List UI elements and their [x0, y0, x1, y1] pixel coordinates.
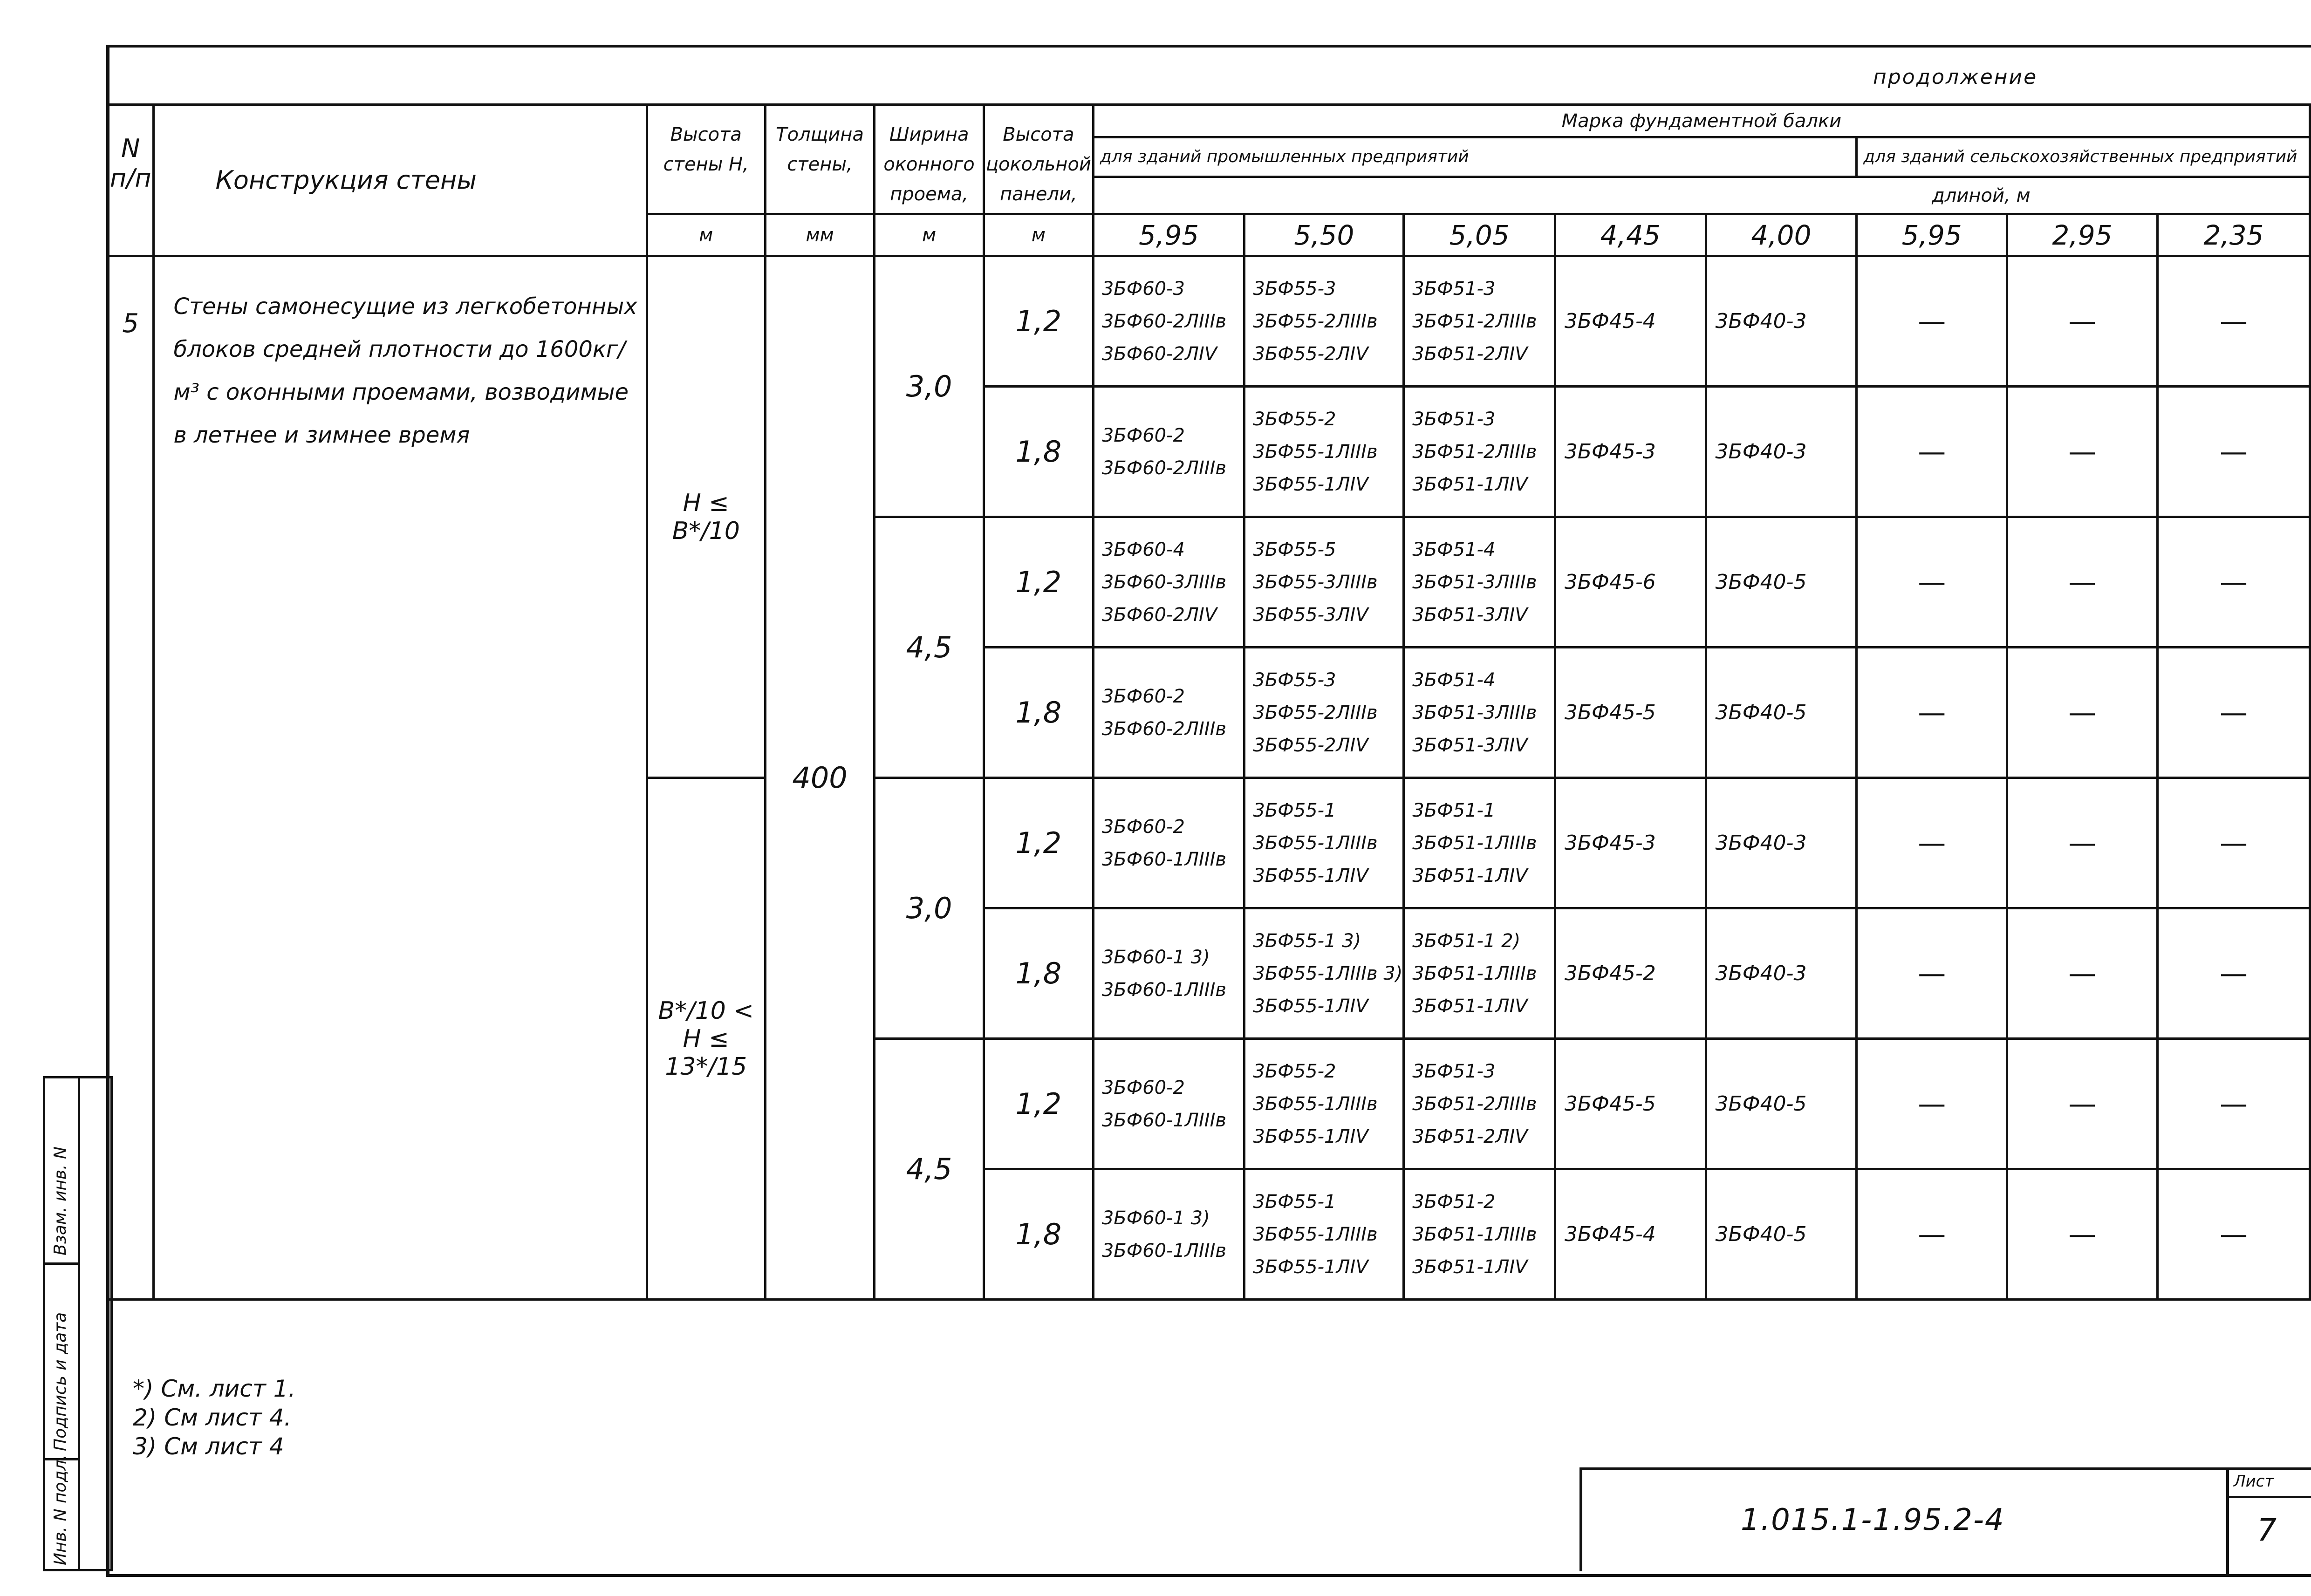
- plinth-height: 1,8: [984, 387, 1093, 517]
- side-stamp: [43, 1076, 113, 1571]
- beam-mark-cell: [1093, 256, 1244, 387]
- beam-mark: 3БФ60-3: [1101, 278, 1185, 300]
- beam-mark: 3БФ51-4: [1412, 539, 1496, 560]
- beam-mark: 3БФ60-2ЛIV: [1101, 604, 1217, 626]
- window-width: 4,5: [875, 1039, 984, 1300]
- empty-dash: —: [2007, 908, 2158, 1039]
- beam-mark: 3БФ51-4: [1412, 669, 1496, 691]
- header-construction-text: Конструкция стены: [215, 165, 477, 195]
- beam-mark: 3БФ51-3: [1412, 408, 1496, 430]
- beam-mark: 3БФ51-1ЛIV: [1412, 1256, 1528, 1278]
- empty-dash: —: [1857, 908, 2007, 1039]
- header-height: Высота стены H,: [647, 105, 765, 214]
- header-length: длиной, м: [1093, 177, 2310, 214]
- empty-dash: —: [2007, 256, 2158, 387]
- header-construction: [154, 105, 647, 256]
- beam-mark: 3БФ55-1: [1253, 1191, 1336, 1213]
- beam-mark: 3БФ45-2: [1555, 908, 1706, 1039]
- beam-mark: 3БФ55-1ЛIIIв: [1253, 1223, 1378, 1245]
- beam-mark: 3БФ55-1ЛIIIв: [1253, 441, 1378, 463]
- unit-height: м: [647, 214, 765, 256]
- beam-mark: 3БФ55-3: [1253, 278, 1336, 300]
- empty-dash: —: [2158, 1039, 2310, 1169]
- window-width: 4,5: [875, 517, 984, 778]
- beam-mark: 3БФ51-2ЛIIIв: [1412, 310, 1537, 332]
- beam-mark-cell: [1093, 387, 1244, 517]
- beam-mark: 3БФ60-2ЛIIIв: [1101, 457, 1226, 479]
- beam-mark: 3БФ60-3ЛIIIв: [1101, 571, 1226, 593]
- height-condition: H ≤ B*/10: [647, 256, 765, 778]
- length-header: 2,95: [2007, 214, 2158, 256]
- beam-mark: 3БФ55-3ЛIIIв: [1253, 571, 1378, 593]
- empty-dash: —: [1857, 1039, 2007, 1169]
- beam-mark: 3БФ60-2: [1101, 424, 1185, 446]
- window-width: 3,0: [875, 256, 984, 517]
- unit-window-width: м: [875, 214, 984, 256]
- empty-dash: —: [2007, 648, 2158, 778]
- plinth-height: 1,2: [984, 778, 1093, 908]
- sheet-label-divider: [2229, 1496, 2311, 1498]
- beam-mark: 3БФ40-3: [1706, 387, 1857, 517]
- wall-description: Стены самонесущие из легкобетонных блоков средней плотности до 1600кг/м³ с оконными проемами, возводимые в летнее и зимнее время: [154, 256, 647, 1300]
- beam-mark: 3БФ40-5: [1706, 517, 1857, 648]
- empty-dash: —: [2007, 1039, 2158, 1169]
- beam-mark-cell: [1244, 1039, 1404, 1169]
- continuation-label: продолжение: [1873, 65, 2038, 89]
- length-header: 2,35: [2158, 214, 2310, 256]
- empty-dash: —: [2158, 1169, 2310, 1300]
- beam-mark: 3БФ51-1ЛIIIв: [1412, 1223, 1537, 1245]
- beam-mark: 3БФ51-1ЛIV: [1412, 473, 1528, 495]
- beam-mark: 3БФ40-3: [1706, 256, 1857, 387]
- beam-mark: 3БФ55-2ЛIIIв: [1253, 310, 1378, 332]
- beam-mark: 3БФ51-1: [1412, 799, 1496, 821]
- beam-mark: 3БФ51-1ЛIV: [1412, 995, 1528, 1017]
- beam-mark: 3БФ45-4: [1555, 1169, 1706, 1300]
- sheet-number: 7: [2257, 1512, 2277, 1548]
- footnote-3: 3) См лист 4: [133, 1433, 284, 1460]
- beam-mark-cell: [1093, 517, 1244, 648]
- window-width: 3,0: [875, 778, 984, 1039]
- plinth-height: 1,8: [984, 648, 1093, 778]
- beam-mark: 3БФ55-5: [1253, 539, 1336, 560]
- beam-mark: 3БФ55-2ЛIIIв: [1253, 702, 1378, 723]
- sheet-number-box: [2226, 1470, 2311, 1574]
- empty-dash: —: [1857, 256, 2007, 387]
- beam-mark: 3БФ60-1ЛIIIв: [1101, 1240, 1226, 1262]
- side-text-replace: Взам. инв. N: [51, 1146, 70, 1255]
- beam-mark: 3БФ60-2ЛIIIв: [1101, 310, 1226, 332]
- beam-mark-cell: [1244, 648, 1404, 778]
- beam-mark: 3БФ60-1ЛIIIв: [1101, 1109, 1226, 1131]
- beam-mark: 3БФ45-5: [1555, 1039, 1706, 1169]
- beam-mark: 3БФ55-1ЛIV: [1253, 1256, 1368, 1278]
- beam-mark-cell: [1404, 256, 1555, 387]
- beam-mark: 3БФ55-2ЛIV: [1253, 343, 1368, 365]
- beam-mark: 3БФ51-1 2): [1412, 930, 1521, 952]
- beam-mark: 3БФ45-3: [1555, 387, 1706, 517]
- beam-mark: 3БФ51-3ЛIIIв: [1412, 702, 1537, 723]
- plinth-height: 1,2: [984, 256, 1093, 387]
- row-number: 5: [108, 256, 154, 1300]
- beam-mark-cell: [1404, 648, 1555, 778]
- side-cell-replace: [45, 1078, 78, 1265]
- beam-mark: 3БФ60-2: [1101, 816, 1185, 838]
- length-header: 5,95: [1093, 214, 1244, 256]
- unit-plinth-height: м: [984, 214, 1093, 256]
- beam-mark: 3БФ55-1: [1253, 799, 1336, 821]
- beam-mark: 3БФ55-1ЛIV: [1253, 995, 1368, 1017]
- beam-mark: 3БФ45-5: [1555, 648, 1706, 778]
- beam-mark: 3БФ55-3ЛIV: [1253, 604, 1368, 626]
- header-plinth-height: Высота цокольной панели,: [984, 105, 1093, 214]
- beam-mark-cell: [1244, 1169, 1404, 1300]
- side-stamp-divider: [78, 1078, 80, 1569]
- beam-mark: 3БФ51-3: [1412, 278, 1496, 300]
- length-header: 5,50: [1244, 214, 1404, 256]
- beam-mark: 3БФ55-1ЛIIIв: [1253, 832, 1378, 854]
- height-condition: B*/10 < H ≤ 13*/15: [647, 778, 765, 1300]
- beam-mark: 3БФ60-2: [1101, 685, 1185, 707]
- beam-mark-cell: [1404, 778, 1555, 908]
- beam-mark: 3БФ51-2: [1412, 1191, 1496, 1213]
- empty-dash: —: [1857, 517, 2007, 648]
- empty-dash: —: [2158, 778, 2310, 908]
- beam-mark: 3БФ51-3ЛIIIв: [1412, 571, 1537, 593]
- beam-mark-cell: [1244, 387, 1404, 517]
- beam-mark: 3БФ60-1ЛIIIв: [1101, 848, 1226, 870]
- beam-mark: 3БФ60-2ЛIV: [1101, 343, 1217, 365]
- side-text-sign: Подпись и дата: [51, 1312, 70, 1451]
- beam-mark-cell: [1404, 908, 1555, 1039]
- beam-mark: 3БФ40-5: [1706, 1039, 1857, 1169]
- beam-mark: 3БФ51-2ЛIIIв: [1412, 441, 1537, 463]
- beam-mark-cell: [1093, 908, 1244, 1039]
- plinth-height: 1,8: [984, 908, 1093, 1039]
- beam-mark: 3БФ55-2: [1253, 408, 1336, 430]
- header-thickness: Толщина стены,: [765, 105, 875, 214]
- beam-mark: 3БФ51-1ЛIIIв: [1412, 832, 1537, 854]
- beam-mark: 3БФ51-3: [1412, 1060, 1496, 1082]
- beam-mark: 3БФ55-2: [1253, 1060, 1336, 1082]
- length-header: 4,00: [1706, 214, 1857, 256]
- beam-mark: 3БФ55-1ЛIIIв 3): [1253, 962, 1403, 984]
- beam-mark: 3БФ51-1ЛIIIв: [1412, 962, 1537, 984]
- beam-mark-cell: [1404, 1039, 1555, 1169]
- header-industrial: для зданий промышленных предприятий: [1093, 137, 1856, 177]
- empty-dash: —: [1857, 778, 2007, 908]
- beam-mark: 3БФ60-1 3): [1101, 946, 1210, 968]
- beam-mark: 3БФ55-2ЛIV: [1253, 734, 1368, 756]
- beam-mark-cell: [1093, 648, 1244, 778]
- unit-thickness: мм: [765, 214, 875, 256]
- foundation-beam-table: [106, 103, 2311, 1301]
- plinth-height: 1,2: [984, 1039, 1093, 1169]
- table-row: [108, 256, 2310, 387]
- empty-dash: —: [2007, 778, 2158, 908]
- beam-mark: 3БФ55-1ЛIV: [1253, 473, 1368, 495]
- empty-dash: —: [2158, 648, 2310, 778]
- beam-mark-cell: [1244, 256, 1404, 387]
- footnote-1: *) См. лист 1.: [133, 1375, 296, 1402]
- beam-mark: 3БФ51-1ЛIV: [1412, 865, 1528, 887]
- beam-mark: 3БФ60-2ЛIIIв: [1101, 718, 1226, 740]
- document-code: 1.015.1-1.95.2-4: [1741, 1503, 2005, 1537]
- beam-mark: 3БФ60-2: [1101, 1077, 1185, 1098]
- beam-mark: 3БФ40-3: [1706, 778, 1857, 908]
- side-cell-inv: [45, 1454, 78, 1569]
- beam-mark-cell: [1244, 517, 1404, 648]
- header-beam-mark: Марка фундаментной балки: [1093, 105, 2310, 137]
- beam-mark-cell: [1244, 778, 1404, 908]
- beam-mark-cell: [1404, 517, 1555, 648]
- beam-mark: 3БФ60-1 3): [1101, 1207, 1210, 1229]
- beam-mark: 3БФ51-3ЛIV: [1412, 604, 1528, 626]
- beam-mark: 3БФ45-4: [1555, 256, 1706, 387]
- beam-mark: 3БФ51-2ЛIV: [1412, 343, 1528, 365]
- plinth-height: 1,8: [984, 1169, 1093, 1300]
- beam-mark: 3БФ40-3: [1706, 908, 1857, 1039]
- beam-mark: 3БФ55-1ЛIV: [1253, 865, 1368, 887]
- beam-mark: 3БФ51-3ЛIV: [1412, 734, 1528, 756]
- beam-mark-cell: [1093, 1169, 1244, 1300]
- empty-dash: —: [1857, 648, 2007, 778]
- beam-mark: 3БФ45-3: [1555, 778, 1706, 908]
- plinth-height: 1,2: [984, 517, 1093, 648]
- beam-mark: 3БФ55-1 3): [1253, 930, 1361, 952]
- beam-mark-cell: [1244, 908, 1404, 1039]
- beam-mark-cell: [1404, 387, 1555, 517]
- beam-mark: 3БФ51-2ЛIIIв: [1412, 1093, 1537, 1115]
- empty-dash: —: [2158, 387, 2310, 517]
- beam-mark: 3БФ45-6: [1555, 517, 1706, 648]
- beam-mark: 3БФ55-3: [1253, 669, 1336, 691]
- empty-dash: —: [1857, 1169, 2007, 1300]
- empty-dash: —: [2158, 908, 2310, 1039]
- empty-dash: —: [2007, 517, 2158, 648]
- header-agricultural: для зданий сельскохозяйственных предприятий: [1857, 137, 2310, 177]
- beam-mark-cell: [1093, 778, 1244, 908]
- beam-mark: 3БФ60-1ЛIIIв: [1101, 979, 1226, 1001]
- side-cell-sign: [45, 1265, 78, 1460]
- title-block: [1579, 1467, 2311, 1571]
- empty-dash: —: [1857, 387, 2007, 517]
- empty-dash: —: [2007, 387, 2158, 517]
- header-num: N п/п: [108, 105, 154, 256]
- header-window-width: Ширина оконного проема,: [875, 105, 984, 214]
- length-header: 4,45: [1555, 214, 1706, 256]
- wall-thickness: 400: [765, 256, 875, 1300]
- beam-mark: 3БФ55-1ЛIV: [1253, 1125, 1368, 1147]
- beam-mark-cell: [1404, 1169, 1555, 1300]
- beam-mark: 3БФ51-2ЛIV: [1412, 1125, 1528, 1147]
- length-header: 5,05: [1404, 214, 1555, 256]
- beam-mark: 3БФ60-4: [1101, 539, 1185, 560]
- footnotes: [133, 1374, 296, 1461]
- side-text-inv: Инв. N подл.: [51, 1454, 70, 1565]
- beam-mark: 3БФ40-5: [1706, 648, 1857, 778]
- sheet-label: Лист: [2234, 1472, 2274, 1491]
- beam-mark: 3БФ55-1ЛIIIв: [1253, 1093, 1378, 1115]
- beam-mark-cell: [1093, 1039, 1244, 1169]
- footnote-2: 2) См лист 4.: [133, 1404, 292, 1431]
- empty-dash: —: [2158, 256, 2310, 387]
- length-header: 5,95: [1857, 214, 2007, 256]
- empty-dash: —: [2007, 1169, 2158, 1300]
- empty-dash: —: [2158, 517, 2310, 648]
- beam-mark: 3БФ40-5: [1706, 1169, 1857, 1300]
